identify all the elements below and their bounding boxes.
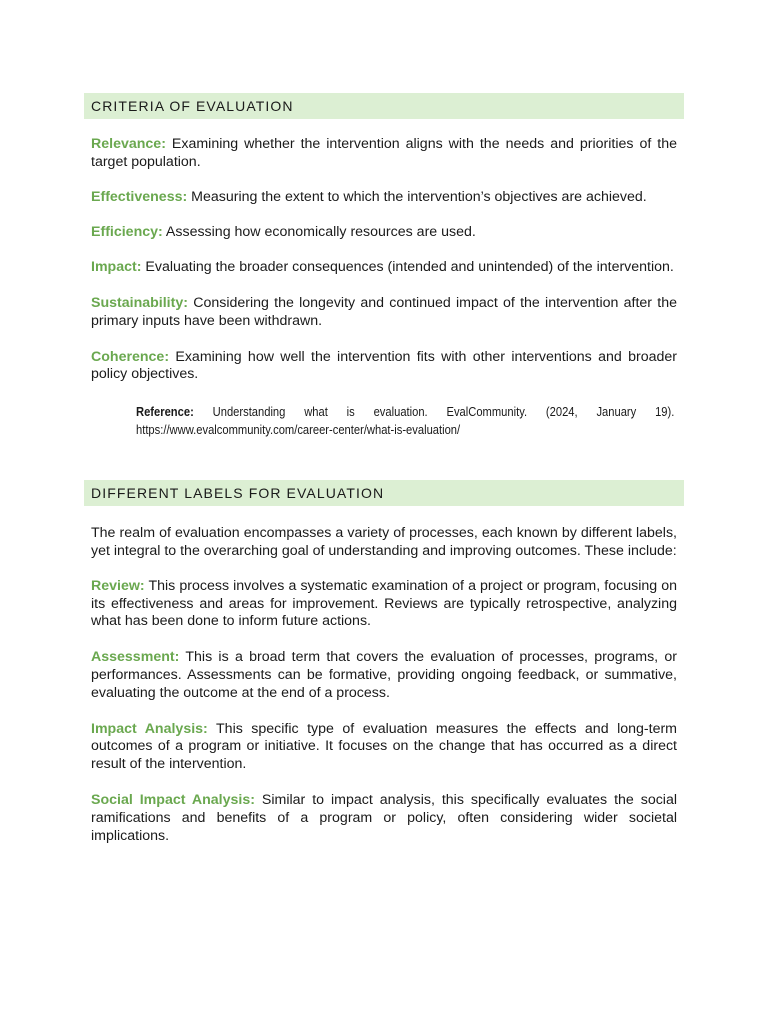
- document-page: [84, 93, 684, 845]
- label-impact-analysis: [91, 721, 677, 774]
- label-text: This specific type of evaluation measures the effects and long-term outcomes of a program or initiative. It focuses on the change that has occurred as a direct result of the intervention.: [91, 720, 677, 773]
- label-text: Similar to impact analysis, this specifically evaluates the social ramifications and benefits of a program or policy, often considering wider societal implications.: [91, 791, 678, 844]
- reference-text: Understanding what is evaluation. EvalCommunity. (2024, January 19). https://www.evalcommunity.com/career-center/what-is-evaluation/: [136, 404, 675, 437]
- criterion-text: Assessing how economically resources are used.: [165, 224, 476, 241]
- criterion-coherence: [91, 349, 677, 385]
- criterion-term: Coherence:: [91, 348, 170, 365]
- label-term: Review:: [91, 577, 145, 594]
- criterion-efficiency: [91, 224, 677, 242]
- criterion-effectiveness: [91, 189, 677, 207]
- reference-citation: [136, 403, 674, 438]
- criterion-impact: [91, 259, 677, 277]
- criterion-term: Impact:: [91, 259, 142, 276]
- criterion-term: Relevance:: [91, 136, 166, 152]
- criterion-relevance: [91, 136, 677, 172]
- label-term: Assessment:: [91, 649, 180, 666]
- label-review: [91, 578, 677, 631]
- criterion-term: Efficiency:: [91, 224, 163, 241]
- label-text: This is a broad term that covers the evaluation of processes, programs, or performances. Assessments can be formative, providing ongoing feedback, or summative, evaluating the outcome at the end of a process.: [91, 649, 678, 701]
- section-header-labels: [84, 480, 684, 506]
- criterion-text: Examining how well the intervention fits with other interventions and broader policy objectives.: [91, 348, 677, 383]
- reference-label: Reference:: [136, 404, 194, 420]
- label-term: Impact Analysis:: [91, 720, 208, 737]
- criterion-text: Considering the longevity and continued impact of the intervention after the primary inputs have been withdrawn.: [91, 294, 677, 329]
- criterion-term: Sustainability:: [91, 294, 188, 311]
- labels-intro: The realm of evaluation encompasses a variety of processes, each known by different labels, yet integral to the overarching goal of understanding and improving outcomes. These include:: [91, 525, 677, 559]
- criterion-text: Examining whether the intervention aligns with the needs and priorities of the target population.: [91, 136, 677, 170]
- label-assessment: [91, 649, 677, 702]
- criterion-text: Measuring the extent to which the intervention’s objectives are achieved.: [191, 188, 647, 205]
- label-term: Social Impact Analysis:: [91, 791, 255, 808]
- criterion-term: Effectiveness:: [91, 188, 188, 205]
- criterion-sustainability: [91, 295, 677, 331]
- section-title: CRITERIA OF EVALUATION: [91, 98, 294, 114]
- label-text: This process involves a systematic examination of a project or program, focusing on its effectiveness and areas for improvement. Reviews are typically retrospective, analyzing what has been done to inform future actions.: [91, 577, 677, 630]
- section-title: DIFFERENT LABELS FOR EVALUATION: [91, 485, 385, 502]
- section-header-criteria: [84, 93, 684, 119]
- label-social-impact-analysis: [91, 792, 677, 845]
- criterion-text: Evaluating the broader consequences (intended and unintended) of the intervention.: [145, 259, 674, 276]
